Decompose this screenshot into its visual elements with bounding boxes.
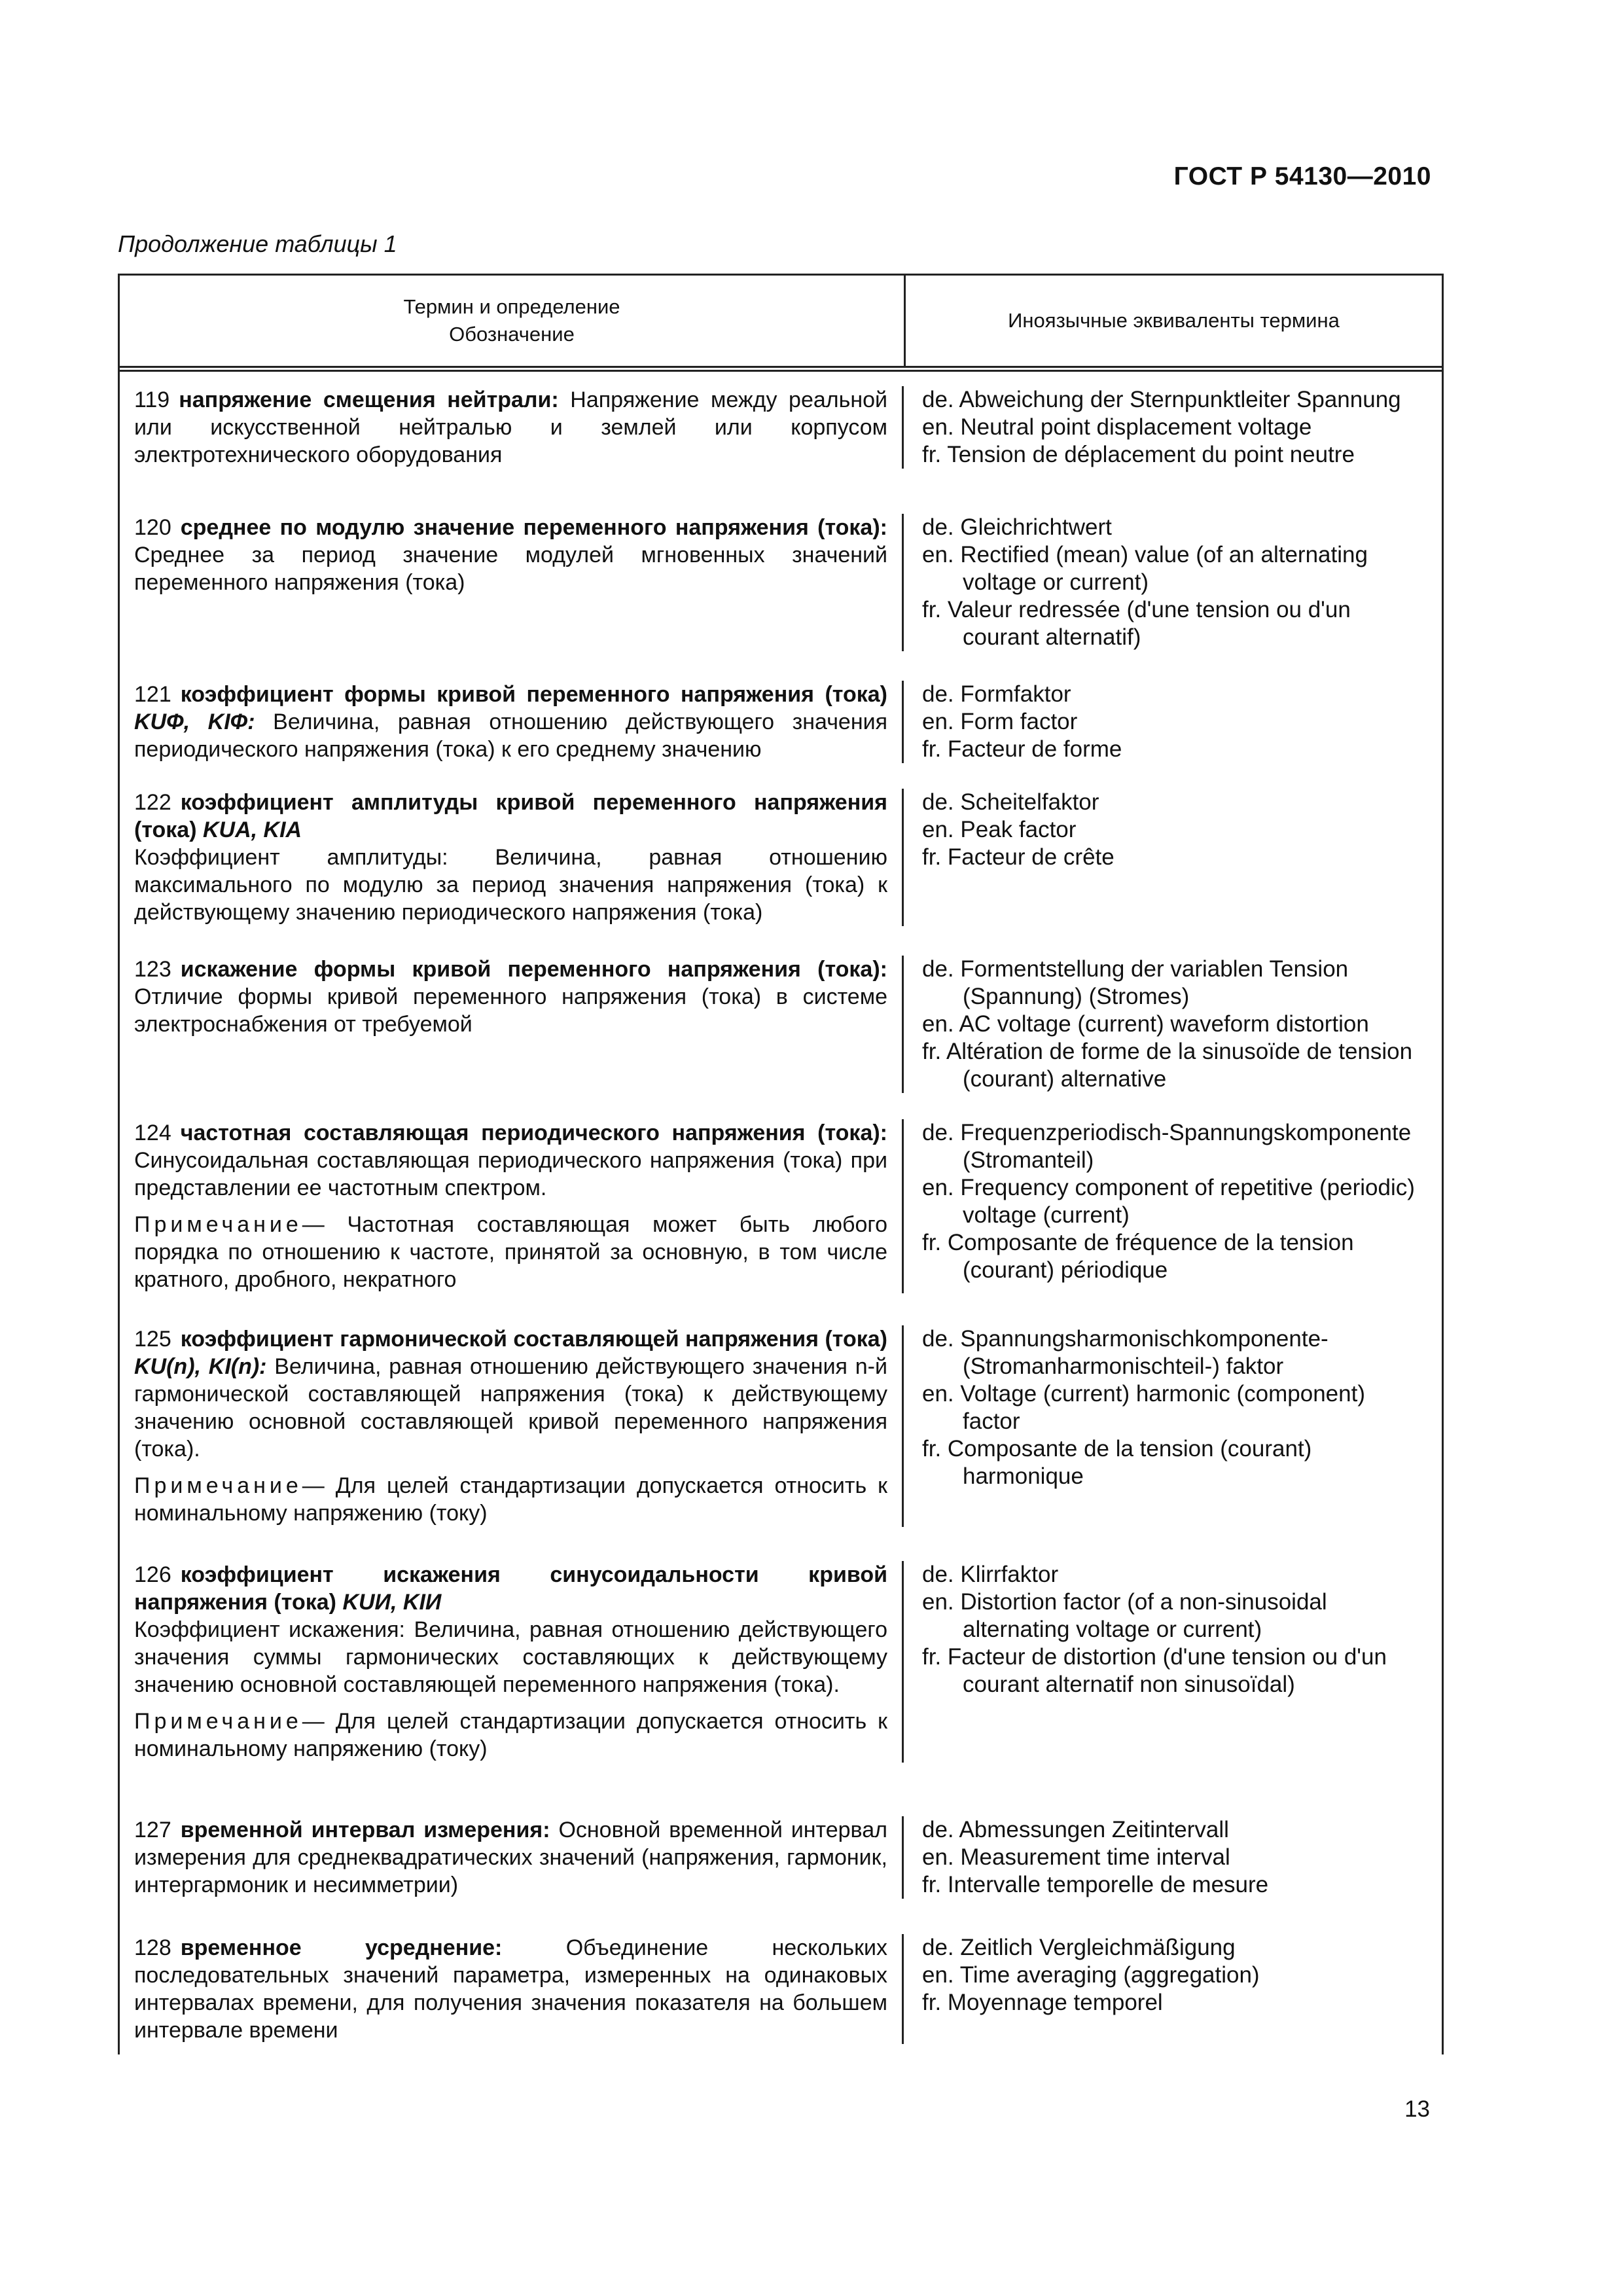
equivalent-term: de. Gleichrichtwert bbox=[922, 514, 1112, 540]
term-definition-cell bbox=[120, 1934, 904, 2044]
equivalent-term: en. Distortion factor (of a non-sinusoidal alternating voltage or current) bbox=[922, 1589, 1327, 1642]
table-row bbox=[120, 469, 1442, 651]
equivalents-cell bbox=[904, 386, 1442, 469]
term-definition-cell bbox=[120, 1561, 904, 1763]
note-label: Примечание bbox=[134, 1212, 302, 1237]
equivalents-cell bbox=[904, 1561, 1442, 1763]
table-row bbox=[120, 1093, 1442, 1293]
table-row bbox=[120, 1899, 1442, 2044]
equivalent-term: en. AC voltage (current) waveform distortion bbox=[922, 1011, 1369, 1037]
term-definition-cell bbox=[120, 681, 904, 763]
term-definition-cell bbox=[120, 386, 904, 469]
equivalent-term: en. Peak factor bbox=[922, 817, 1077, 842]
term-name: напряжение смещения нейтрали: bbox=[179, 387, 559, 412]
term-number: 120 bbox=[134, 515, 171, 540]
equivalent-term: en. Frequency component of repetitive (periodic) voltage (current) bbox=[922, 1175, 1415, 1228]
equivalents-cell bbox=[904, 789, 1442, 926]
term-name: коэффициент амплитуды кривой переменного напряжения (тока) bbox=[134, 790, 887, 842]
equivalent-term: de. Scheitelfaktor bbox=[922, 789, 1099, 815]
definition-text: Напряжение между реальной или искусственной нейтралью и землей или корпусом электротехнического оборудования bbox=[134, 387, 887, 467]
definition-text: Величина, равная отношению действующего значения периодического напряжения (тока) к его среднему значению bbox=[134, 709, 887, 762]
term-definition bbox=[134, 1816, 887, 1899]
equivalent-term: de. Frequenzperiodisch-Spannungskomponente (Stromanteil) bbox=[922, 1120, 1412, 1173]
equivalents-cell bbox=[904, 956, 1442, 1093]
term-name: частотная составляющая периодического напряжения (тока): bbox=[180, 1121, 887, 1145]
term-symbols: KU(n), KI(n): bbox=[134, 1354, 267, 1379]
term-name: коэффициент формы кривой переменного напряжения (тока) bbox=[180, 682, 887, 707]
equivalent-term: de. Formentstellung der variablen Tension (Spannung) (Stromes) bbox=[922, 956, 1349, 1009]
table-row bbox=[120, 651, 1442, 763]
definition-text: Синусоидальная составляющая периодического напряжения (тока) при представлении ее частотным спектром. bbox=[134, 1148, 887, 1200]
term-symbols: KUA, KIA bbox=[203, 817, 302, 842]
term-definition bbox=[134, 1325, 887, 1463]
equivalent-term: fr. Facteur de forme bbox=[922, 736, 1122, 762]
term-definition-cell bbox=[120, 1119, 904, 1293]
definition-text: Коэффициент амплитуды: Величина, равная отношению максимального по модулю за период значения напряжения (тока) к действующему значению периодического напряжения (тока) bbox=[134, 845, 887, 925]
term-definition-cell bbox=[120, 789, 904, 926]
definition-text: Отличие формы кривой переменного напряжения (тока) в системе электроснабжения от требуемой bbox=[134, 984, 887, 1037]
term-name: временное усреднение: bbox=[180, 1935, 503, 1960]
note-label: Примечание bbox=[134, 1473, 302, 1498]
equivalent-term: en. Time averaging (aggregation) bbox=[922, 1962, 1260, 1988]
equivalent-term: fr. Intervalle temporelle de mesure bbox=[922, 1872, 1269, 1897]
equivalent-term: de. Formfaktor bbox=[922, 681, 1071, 707]
term-number: 124 bbox=[134, 1121, 171, 1145]
term-name: искажение формы кривой переменного напряжения (тока): bbox=[180, 957, 887, 982]
term-name: среднее по модулю значение переменного напряжения (тока): bbox=[180, 515, 887, 540]
equivalent-term: de. Abweichung der Sternpunktleiter Spannung bbox=[922, 387, 1401, 412]
term-name: коэффициент искажения синусоидальности кривой напряжения (тока) bbox=[134, 1562, 887, 1615]
equivalent-term: en. Form factor bbox=[922, 709, 1078, 734]
equivalent-term: fr. Altération de forme de la sinusoïde de tension (courant) alternative bbox=[922, 1039, 1413, 1092]
term-name: коэффициент гармонической составляющей напряжения (тока) bbox=[180, 1327, 887, 1352]
term-number: 119 bbox=[134, 387, 170, 412]
equivalent-term: fr. Tension de déplacement du point neutre bbox=[922, 442, 1355, 467]
table-row bbox=[120, 1527, 1442, 1763]
equivalent-term: de. Zeitlich Vergleichmäßigung bbox=[922, 1935, 1236, 1960]
definition-text: Коэффициент искажения: Величина, равная отношению действующего значения суммы гармонических составляющих к действующему значению основной составляющей переменного напряжения (тока). bbox=[134, 1617, 887, 1697]
header-term-line2: Обозначение bbox=[449, 323, 575, 346]
term-number: 121 bbox=[134, 682, 171, 707]
term-definition-cell bbox=[120, 1816, 904, 1899]
equivalents-cell bbox=[904, 1934, 1442, 2044]
equivalent-term: de. Abmessungen Zeitintervall bbox=[922, 1817, 1229, 1842]
equivalent-term: de. Spannungsharmonischkomponente-(Stromanharmonischteil-) faktor bbox=[922, 1326, 1329, 1379]
equivalent-term: fr. Moyennage temporel bbox=[922, 1990, 1163, 2015]
table-header bbox=[120, 276, 1442, 372]
note-text: — Для целей стандартизации допускается относить к номинальному напряжению (току) bbox=[134, 1709, 887, 1761]
definition-text: Среднее за период значение модулей мгновенных значений переменного напряжения (тока) bbox=[134, 543, 887, 595]
definition-note bbox=[134, 1472, 887, 1527]
term-definition bbox=[134, 1119, 887, 1202]
table-row bbox=[120, 1763, 1442, 1899]
note-text: — Частотная составляющая может быть любого порядка по отношению к частоте, принятой за основную, в том числе кратного, дробного, некратного bbox=[134, 1212, 887, 1292]
term-definition bbox=[134, 386, 887, 469]
definition-text: Объединение нескольких последовательных значений параметра, измеренных на одинаковых интервалах времени, для получения значения показателя на большем интервале времени bbox=[134, 1935, 888, 2043]
equivalents-cell bbox=[904, 1325, 1442, 1527]
table-body bbox=[120, 372, 1442, 2054]
equivalents-cell bbox=[904, 1119, 1442, 1293]
equivalent-term: fr. Composante de fréquence de la tension (courant) périodique bbox=[922, 1230, 1354, 1283]
definition-note bbox=[134, 1708, 887, 1763]
header-term-line1: Термин и определение bbox=[403, 295, 620, 318]
term-definition bbox=[134, 681, 887, 763]
equivalent-term: en. Neutral point displacement voltage bbox=[922, 414, 1312, 440]
definition-text: Основной временной интервал измерения для среднеквадратических значений (напряжения, гармоник, интергармоник и несимметрии) bbox=[134, 1818, 887, 1897]
term-definition-cell bbox=[120, 514, 904, 651]
note-text: — Для целей стандартизации допускается относить к номинальному напряжению (току) bbox=[134, 1473, 887, 1526]
page-number: 13 bbox=[1404, 2096, 1430, 2122]
term-name: временной интервал измерения: bbox=[180, 1818, 550, 1842]
definition-note bbox=[134, 1211, 887, 1293]
terms-table bbox=[118, 274, 1444, 2054]
term-number: 127 bbox=[134, 1818, 171, 1842]
equivalent-term: de. Klirrfaktor bbox=[922, 1562, 1059, 1587]
term-definition-cell bbox=[120, 1325, 904, 1527]
header-term-definition bbox=[120, 276, 906, 366]
note-label: Примечание bbox=[134, 1709, 302, 1734]
equivalents-cell bbox=[904, 681, 1442, 763]
term-symbols: KUФ, KIФ: bbox=[134, 709, 255, 734]
term-definition bbox=[134, 1934, 887, 2044]
equivalents-cell bbox=[904, 514, 1442, 651]
equivalent-term: en. Voltage (current) harmonic (component) factor bbox=[922, 1381, 1365, 1434]
equivalent-term: fr. Facteur de distortion (d'une tension ou d'un courant alternatif non sinusoïdal) bbox=[922, 1644, 1387, 1697]
table-row bbox=[120, 1293, 1442, 1527]
table-row bbox=[120, 926, 1442, 1093]
term-definition bbox=[134, 956, 887, 1038]
document-code: ГОСТ Р 54130—2010 bbox=[1173, 162, 1431, 190]
term-number: 123 bbox=[134, 957, 171, 982]
term-number: 122 bbox=[134, 790, 171, 815]
table-row bbox=[120, 372, 1442, 469]
table-row bbox=[120, 763, 1442, 926]
equivalent-term: fr. Facteur de crête bbox=[922, 844, 1115, 870]
equivalent-term: en. Rectified (mean) value (of an alternating voltage or current) bbox=[922, 542, 1368, 595]
term-number: 128 bbox=[134, 1935, 171, 1960]
term-symbols: KUИ, KIИ bbox=[342, 1590, 442, 1615]
term-definition bbox=[134, 789, 887, 926]
term-definition-cell bbox=[120, 956, 904, 1093]
header-equivalents: Иноязычные эквиваленты термина bbox=[1008, 309, 1340, 332]
definition-text: Величина, равная отношению действующего значения n-й гармонической составляющей напряжения (тока) к действующему значению основной составляющей кривой переменного напряжения (тока). bbox=[134, 1354, 887, 1462]
equivalent-term: fr. Composante de la tension (courant) harmonique bbox=[922, 1436, 1312, 1489]
table-caption: Продолжение таблицы 1 bbox=[118, 230, 397, 257]
term-number: 125 bbox=[134, 1327, 171, 1352]
equivalent-term: en. Measurement time interval bbox=[922, 1844, 1230, 1870]
term-definition bbox=[134, 1561, 887, 1698]
equivalents-cell bbox=[904, 1816, 1442, 1899]
term-definition bbox=[134, 514, 887, 596]
equivalent-term: fr. Valeur redressée (d'une tension ou d'un courant alternatif) bbox=[922, 597, 1351, 650]
term-number: 126 bbox=[134, 1562, 171, 1587]
